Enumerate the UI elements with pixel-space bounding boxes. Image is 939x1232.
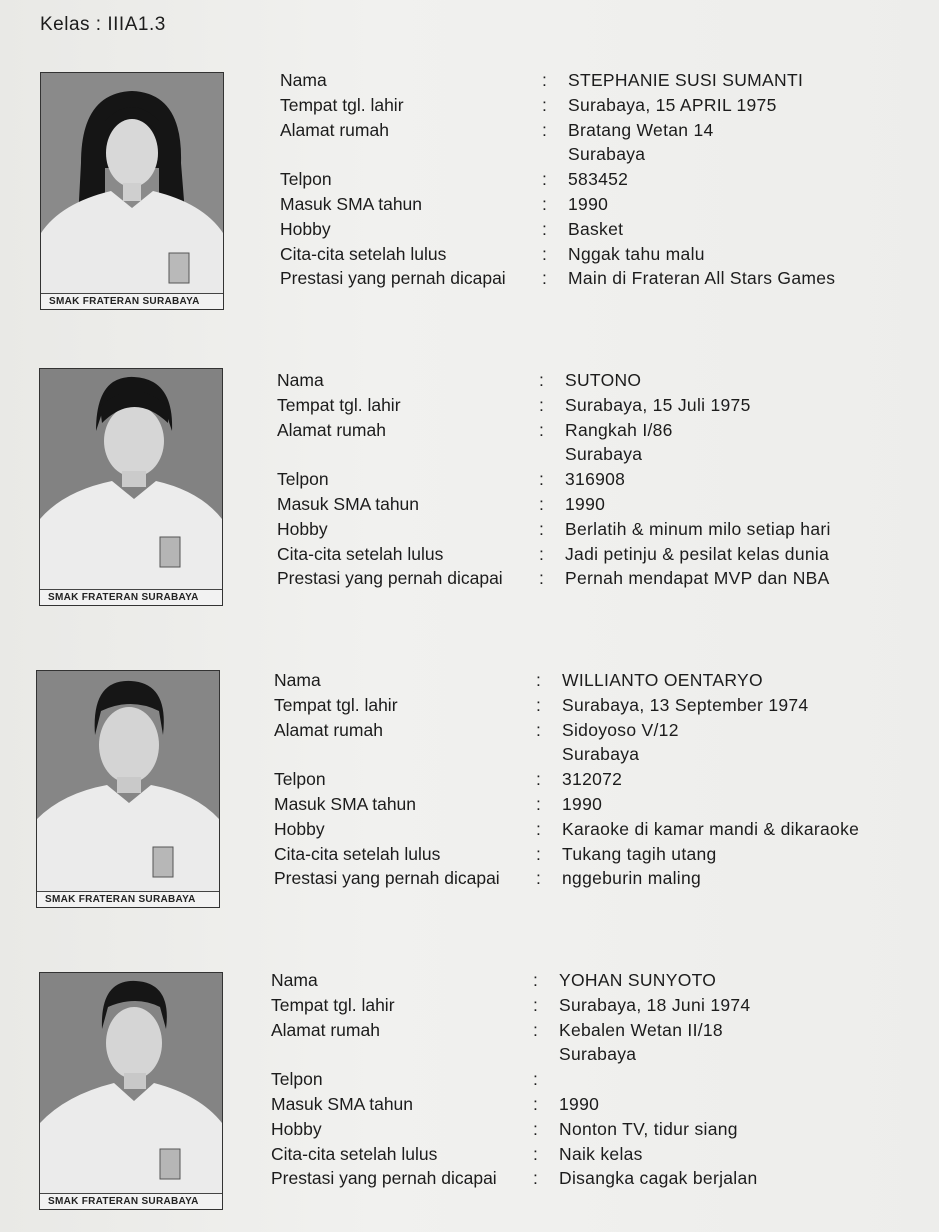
label: Alamat rumah: [274, 719, 383, 740]
field-alamat: [274, 718, 914, 743]
value: Surabaya: [559, 1044, 637, 1065]
colon: :: [542, 70, 547, 90]
field-alamat: [277, 418, 917, 443]
value: Basket: [568, 218, 624, 239]
field-hobby: [280, 217, 920, 242]
colon: :: [539, 419, 544, 440]
value: Surabaya, 13 September 1974: [562, 694, 809, 715]
field-masuk: [277, 492, 917, 517]
student-fields: [277, 368, 917, 591]
value: Main di Frateran All Stars Games: [568, 268, 836, 289]
value: Surabaya: [562, 744, 640, 765]
value: Berlatih & minum milo setiap hari: [565, 518, 831, 539]
label: Prestasi yang pernah dicapai: [274, 868, 500, 889]
label: Telpon: [274, 769, 326, 790]
value: Sidoyoso V/12: [562, 719, 679, 740]
student-fields: [280, 68, 920, 291]
portrait-image: [40, 369, 222, 589]
label: Hobby: [277, 518, 328, 539]
label: Alamat rumah: [277, 419, 386, 440]
colon: :: [536, 793, 541, 814]
colon: :: [542, 243, 547, 264]
colon: :: [533, 1069, 538, 1090]
value: WILLIANTO OENTARYO: [562, 670, 763, 690]
field-nama: [271, 968, 911, 993]
colon: :: [536, 843, 541, 864]
label: Masuk SMA tahun: [271, 1093, 414, 1114]
field-masuk: [274, 792, 914, 817]
colon: :: [539, 394, 544, 415]
value: STEPHANIE SUSI SUMANTI: [568, 70, 804, 90]
field-hobby: [271, 1117, 911, 1142]
colon: :: [533, 1143, 538, 1164]
colon: :: [539, 370, 544, 390]
label: Telpon: [280, 169, 332, 190]
value: Jadi petinju & pesilat kelas dunia: [565, 543, 830, 564]
value: Surabaya: [568, 144, 646, 165]
label: Telpon: [277, 469, 329, 490]
portrait-image: [37, 671, 219, 891]
student-fields: [271, 968, 911, 1191]
field-tempat: [274, 693, 914, 718]
label: Prestasi yang pernah dicapai: [280, 268, 506, 289]
field-prestasi: [277, 566, 917, 591]
value: SUTONO: [565, 370, 642, 390]
field-alamat-2: [277, 442, 917, 467]
field-tempat: [271, 993, 911, 1018]
colon: :: [536, 818, 541, 839]
colon: :: [536, 719, 541, 740]
field-cita: [271, 1142, 911, 1167]
colon: :: [542, 268, 547, 289]
value: Tukang tagih utang: [562, 843, 717, 864]
portrait-image: [41, 73, 223, 293]
label: Masuk SMA tahun: [274, 793, 417, 814]
field-cita: [280, 242, 920, 267]
field-alamat: [280, 118, 920, 143]
colon: :: [533, 970, 538, 990]
label: Nama: [277, 370, 324, 390]
colon: :: [536, 694, 541, 715]
label: Tempat tgl. lahir: [277, 394, 401, 415]
field-masuk: [280, 192, 920, 217]
colon: :: [533, 994, 538, 1015]
colon: :: [539, 469, 544, 490]
label: Hobby: [271, 1118, 322, 1139]
field-nama: [277, 368, 917, 393]
student-entry: [37, 368, 937, 618]
field-alamat-2: [271, 1042, 911, 1067]
value: 312072: [562, 769, 623, 790]
value: Disangka cagak berjalan: [559, 1168, 758, 1189]
value: Surabaya: [565, 444, 643, 465]
label: Hobby: [274, 818, 325, 839]
value: Surabaya, 18 Juni 1974: [559, 994, 751, 1015]
field-tempat: [280, 93, 920, 118]
value: nggeburin maling: [562, 868, 702, 889]
photo-caption: SMAK FRATERAN SURABAYA: [40, 589, 222, 605]
colon: :: [533, 1019, 538, 1040]
colon: :: [542, 218, 547, 239]
value: Bratang Wetan 14: [568, 119, 714, 140]
colon: :: [533, 1118, 538, 1139]
label: Prestasi yang pernah dicapai: [277, 568, 503, 589]
label: Cita-cita setelah lulus: [274, 843, 441, 864]
portrait-image: [40, 973, 222, 1193]
label: Cita-cita setelah lulus: [271, 1143, 438, 1164]
photo-caption: SMAK FRATERAN SURABAYA: [41, 293, 223, 309]
colon: :: [539, 543, 544, 564]
value: Pernah mendapat MVP dan NBA: [565, 568, 830, 589]
label: Nama: [274, 670, 321, 690]
label: Tempat tgl. lahir: [274, 694, 398, 715]
label: Cita-cita setelah lulus: [277, 543, 444, 564]
colon: :: [533, 1168, 538, 1189]
value: Karaoke di kamar mandi & dikaraoke: [562, 818, 860, 839]
colon: :: [542, 119, 547, 140]
label: Masuk SMA tahun: [280, 193, 423, 214]
label: Hobby: [280, 218, 331, 239]
colon: :: [536, 670, 541, 690]
field-cita: [274, 842, 914, 867]
label: Prestasi yang pernah dicapai: [271, 1168, 497, 1189]
field-hobby: [277, 517, 917, 542]
field-telpon: [277, 467, 917, 492]
value: 1990: [562, 793, 603, 814]
value: 583452: [568, 169, 629, 190]
student-photo: [40, 72, 224, 310]
field-telpon: [280, 167, 920, 192]
student-entry: [34, 668, 934, 918]
field-prestasi: [280, 266, 920, 291]
colon: :: [542, 169, 547, 190]
field-nama: [280, 68, 920, 93]
field-alamat-2: [274, 742, 914, 767]
colon: :: [536, 868, 541, 889]
colon: :: [533, 1093, 538, 1114]
label: Alamat rumah: [271, 1019, 380, 1040]
field-masuk: [271, 1092, 911, 1117]
value: 1990: [568, 193, 609, 214]
student-entry: [40, 68, 939, 318]
field-telpon: [271, 1067, 911, 1092]
label: Nama: [271, 970, 318, 990]
value: 316908: [565, 469, 626, 490]
value: Rangkah I/86: [565, 419, 673, 440]
value: 1990: [565, 493, 606, 514]
field-nama: [274, 668, 914, 693]
field-tempat: [277, 393, 917, 418]
value: Surabaya, 15 APRIL 1975: [568, 94, 777, 115]
field-hobby: [274, 817, 914, 842]
label: Alamat rumah: [280, 119, 389, 140]
field-prestasi: [274, 866, 914, 891]
label: Tempat tgl. lahir: [280, 94, 404, 115]
field-alamat: [271, 1018, 911, 1043]
colon: :: [539, 493, 544, 514]
colon: :: [539, 518, 544, 539]
label: Masuk SMA tahun: [277, 493, 420, 514]
field-alamat-2: [280, 142, 920, 167]
student-entry: [31, 968, 931, 1218]
label: Nama: [280, 70, 327, 90]
colon: :: [542, 193, 547, 214]
value: Nonton TV, tidur siang: [559, 1118, 738, 1139]
photo-caption: SMAK FRATERAN SURABAYA: [40, 1193, 222, 1209]
value: Nggak tahu malu: [568, 243, 705, 264]
student-fields: [274, 668, 914, 891]
value: Surabaya, 15 Juli 1975: [565, 394, 751, 415]
colon: :: [536, 769, 541, 790]
value: Kebalen Wetan II/18: [559, 1019, 723, 1040]
value: Naik kelas: [559, 1143, 643, 1164]
field-cita: [277, 542, 917, 567]
class-heading: Kelas : IIIA1.3: [40, 14, 166, 35]
label: Telpon: [271, 1069, 323, 1090]
field-prestasi: [271, 1166, 911, 1191]
colon: :: [539, 568, 544, 589]
student-photo: [36, 670, 220, 908]
label: Cita-cita setelah lulus: [280, 243, 447, 264]
colon: :: [542, 94, 547, 115]
value: YOHAN SUNYOTO: [559, 970, 717, 990]
label: Tempat tgl. lahir: [271, 994, 395, 1015]
student-photo: [39, 368, 223, 606]
photo-caption: SMAK FRATERAN SURABAYA: [37, 891, 219, 907]
student-photo: [39, 972, 223, 1210]
field-telpon: [274, 767, 914, 792]
value: 1990: [559, 1093, 600, 1114]
